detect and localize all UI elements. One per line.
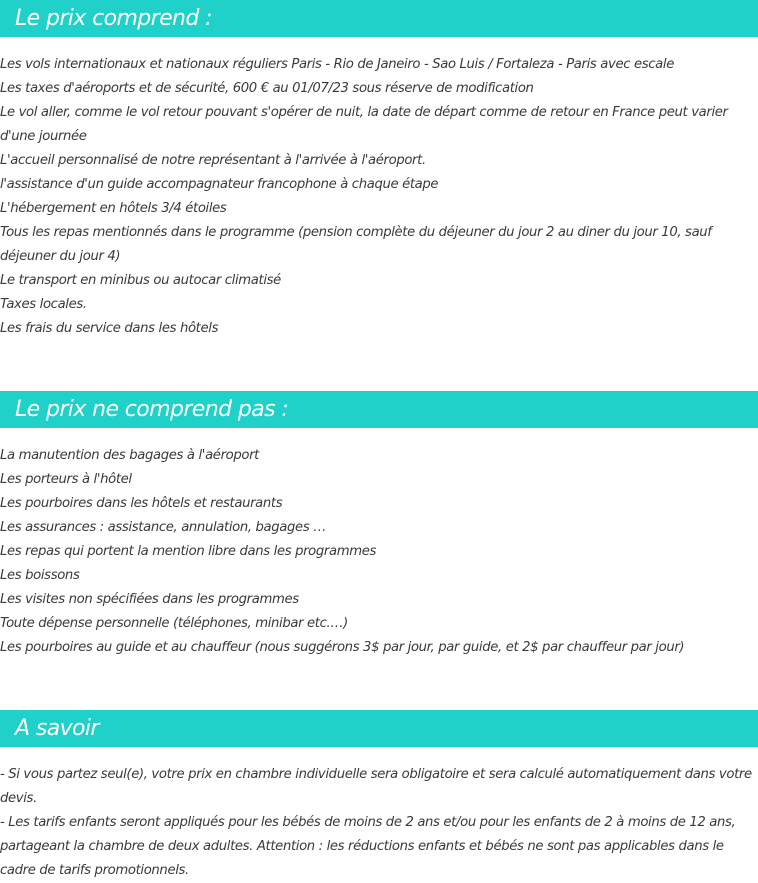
list-item: Les boissons	[0, 568, 80, 583]
list-item: Les pourboires au guide et au chauffeur (nous suggérons 3$ par jour, par guide, et 2$ par chauffeur par jour)	[0, 640, 685, 655]
list-item: L'accueil personnalisé de notre représentant à l'arrivée à l'aéroport.	[0, 153, 426, 168]
list-item: Les frais du service dans les hôtels	[0, 321, 219, 336]
list-item: Les pourboires dans les hôtels et restaurants	[0, 496, 283, 511]
included-section	[0, 0, 758, 341]
list-item: Les assurances : assistance, annulation, bagages …	[0, 520, 327, 535]
info-list	[0, 763, 758, 883]
list-item: Tous les repas mentionnés dans le programme (pension complète du déjeuner du jour 2 au diner du jour 10, sauf déjeuner du jour 4)	[0, 225, 712, 264]
list-item: Les repas qui portent la mention libre dans les programmes	[0, 544, 376, 559]
list-item: L'hébergement en hôtels 3/4 étoiles	[0, 201, 227, 216]
included-title: Le prix comprend :	[0, 0, 758, 37]
list-item: Taxes locales.	[0, 297, 87, 312]
excluded-section	[0, 391, 758, 660]
excluded-title: Le prix ne comprend pas :	[0, 391, 758, 428]
list-item: Les porteurs à l'hôtel	[0, 472, 132, 487]
included-list	[0, 53, 758, 341]
list-item: - Si vous partez seul(e), votre prix en chambre individuelle sera obligatoire et sera calculé automatiquement dans votre devis.	[0, 767, 752, 806]
list-item: Le vol aller, comme le vol retour pouvant s'opérer de nuit, la date de départ comme de retour en France peut varier d'une journée	[0, 105, 728, 144]
list-item: La manutention des bagages à l'aéroport	[0, 448, 259, 463]
list-item: Les visites non spécifiées dans les programmes	[0, 592, 299, 607]
excluded-list	[0, 444, 758, 660]
list-item: Toute dépense personnelle (téléphones, minibar etc.…)	[0, 616, 348, 631]
list-item: - Les tarifs enfants seront appliqués pour les bébés de moins de 2 ans et/ou pour les enfants de 2 à moins de 12 ans, partageant la chambre de deux adultes. Attention : les réductions enfants et bébés ne sont pas applicables dans le cadre de tarifs promotionnels.	[0, 815, 736, 878]
list-item: Les taxes d'aéroports et de sécurité, 600 € au 01/07/23 sous réserve de modification	[0, 81, 534, 96]
list-item: l'assistance d'un guide accompagnateur francophone à chaque étape	[0, 177, 439, 192]
info-title: A savoir	[0, 710, 758, 747]
list-item: Les vols internationaux et nationaux réguliers Paris - Rio de Janeiro - Sao Luis / Fortaleza - Paris avec escale	[0, 57, 674, 72]
list-item: Le transport en minibus ou autocar climatisé	[0, 273, 281, 288]
info-section	[0, 710, 758, 883]
